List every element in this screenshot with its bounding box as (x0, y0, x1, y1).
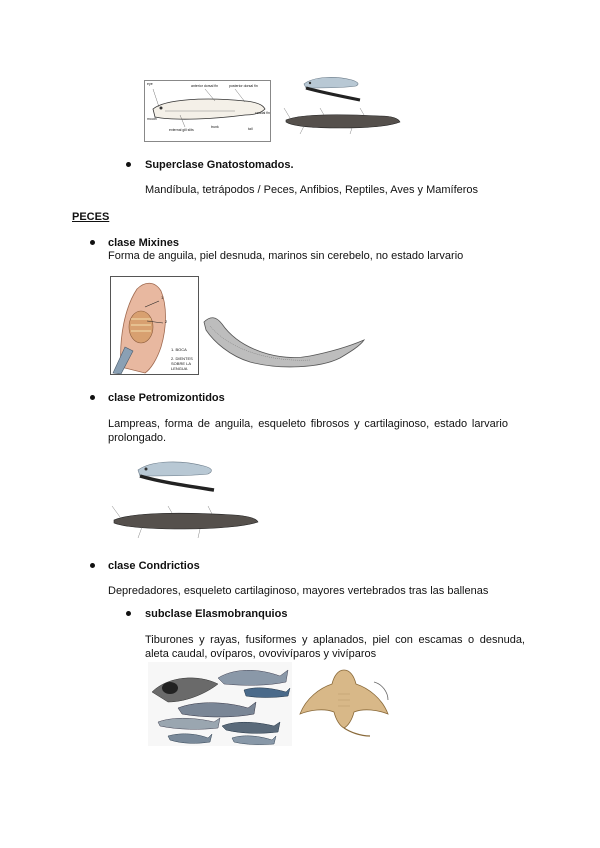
condrictios-text: Depredadores, esqueleto cartilaginoso, mayores vertebrados tras las ballenas (108, 585, 489, 597)
superclase-heading: Superclase Gnatostomados. (145, 159, 294, 171)
hagfish-mouth-illustration (110, 276, 199, 375)
lamprey-photo-2 (134, 456, 216, 494)
figure-label-dientes: 2. DIENTES SOBRE LA LENGUA (171, 356, 193, 371)
bullet-icon (126, 162, 131, 167)
sharks-drawing (148, 662, 292, 746)
elasmobranquios-heading: subclase Elasmobranquios (145, 608, 288, 620)
label-caudal-fin: caudal fin (255, 111, 270, 115)
lamprey-photo-drawing (300, 70, 362, 104)
lamprey-side-diagram (280, 104, 404, 138)
label-posterior-dorsal-fin: posterior dorsal fin (229, 84, 258, 88)
lamprey-side-drawing (280, 104, 404, 138)
lamprey-outline-drawing (145, 81, 270, 141)
lamprey-anatomy-diagram (144, 80, 271, 142)
lamprey-side-diagram-2 (108, 500, 263, 542)
bullet-icon (90, 240, 95, 245)
petromizontidos-text: Lampreas, forma de anguila, esqueleto fibrosos y cartilaginoso, estado larvario prolongado. (108, 418, 508, 444)
bullet-icon (90, 395, 95, 400)
hagfish-drawing (200, 310, 366, 370)
figure-label-boca: 1. BOCA (171, 347, 187, 352)
label-eye: eye (147, 82, 153, 86)
label-tail: tail (248, 127, 253, 131)
label-anterior-dorsal-fin: anterior dorsal fin (191, 84, 219, 88)
lamprey-photo-2-drawing (134, 456, 216, 494)
label-external-gill-slits: external gill slits (169, 128, 194, 132)
ray-drawing (298, 664, 390, 744)
superclase-text: Mandíbula, tetrápodos / Peces, Anfibios, Reptiles, Aves y Mamíferos (145, 184, 479, 196)
petromizontidos-heading: clase Petromizontidos (108, 392, 225, 404)
ray-illustration (298, 664, 390, 744)
label-trunk: trunk (211, 125, 219, 129)
bullet-icon (126, 611, 131, 616)
label-mouth: mouth (147, 117, 157, 121)
sharks-illustration (148, 662, 292, 746)
bullet-icon (90, 563, 95, 568)
lamprey-photo (300, 70, 362, 104)
mixines-text: Forma de anguila, piel desnuda, marinos sin cerebelo, no estado larvario (108, 250, 464, 262)
figure-mark-2: 2 (165, 319, 168, 324)
mixines-heading: clase Mixines (108, 237, 179, 249)
figure-mark-1: 1 (161, 295, 164, 300)
peces-heading: PECES (72, 211, 110, 223)
condrictios-heading: clase Condrictios (108, 560, 200, 572)
hagfish-illustration (200, 310, 366, 370)
lamprey-side-2-drawing (108, 500, 263, 542)
elasmobranquios-text: Tiburones y rayas, fusiformes y aplanados, piel con escamas o desnuda, aleta caudal, ovíparos, ovovivíparos y vivíparos (145, 634, 525, 660)
